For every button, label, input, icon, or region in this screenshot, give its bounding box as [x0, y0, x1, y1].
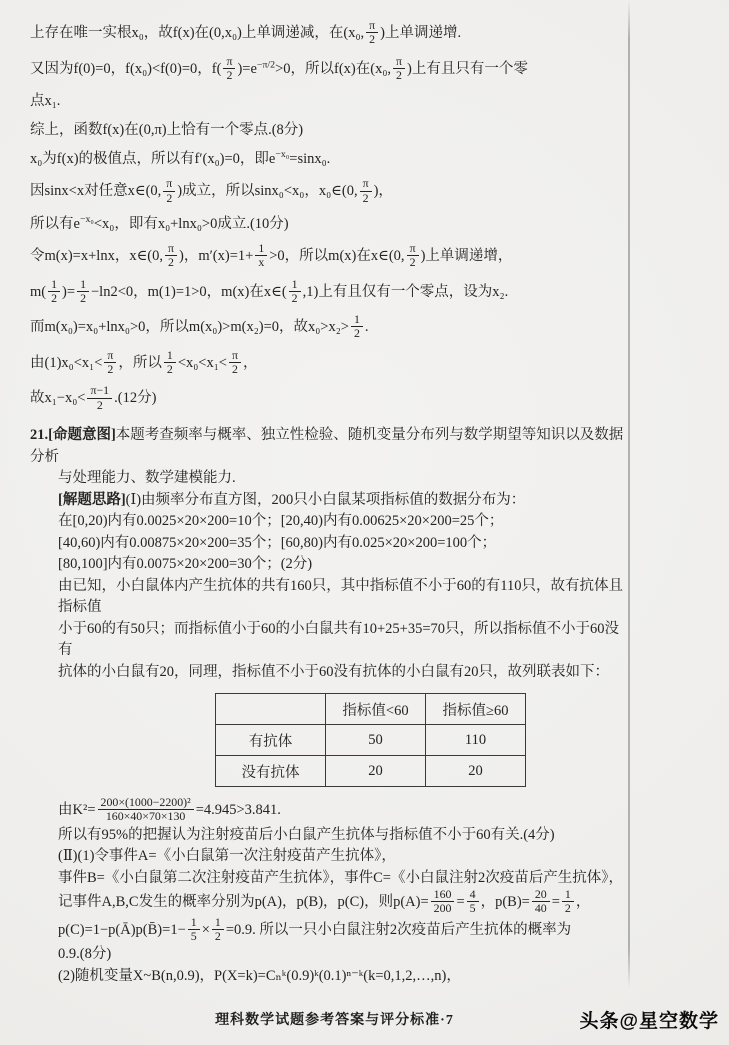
method-text: (Ⅰ)由频率分布直方图，200只小白鼠某项指标值的数据分布为： [125, 491, 526, 508]
intent-text: 本题考查频率与概率、独立性检验、随机变量分布列与数学期望等知识以及数据分析 [30, 427, 624, 465]
table-value-cell: 50 [326, 725, 426, 756]
solution-line: 令m(x)=x+lnx，x∈(0, $\frac{\pi}{2}$ )，m′(x)=1+ $\frac{1}{x}$ >0，所以m(x)在x∈(0, $\frac{\pi}{2}$ )上单调递增， [30, 240, 513, 270]
solution-line: 故x₁−x₀< $\frac{\pi-1}{2}$ .(12分) [30, 383, 157, 412]
intent-label: [命题意图] [48, 427, 116, 443]
method-label: [解题思路] [58, 491, 126, 508]
table-row-label: 没有抗体 [216, 756, 326, 787]
problem-number: 21. [30, 427, 49, 443]
table-value-cell: 20 [426, 756, 526, 787]
solution-line: (Ⅱ)(1)令事件A=《小白鼠第一次注射疫苗产生抗体》， [58, 848, 396, 865]
solution-line: 而m(x₀)=x₀+lnx₀>0，所以m(x₀)>m(x₂)=0，故x₀>x₂> $\frac{1}{2}$ . [30, 312, 369, 341]
table-header-row [216, 694, 526, 725]
solution-line: 小于60的有50只；而指标值小于60的小白鼠共有10+25+35=70只，所以指标值不小于60没有 [58, 620, 620, 658]
solution-line: 又因为f(0)=0，f(x₀)<f(0)=0，f( $\frac{\pi}{2}$ )$=e^{-\pi/2}>0$，所以f(x)在(x₀, $\frac{\pi}{2}$ )上有且只有一个零 [30, 53, 528, 82]
solution-line: 事件B=《小白鼠第二次注射疫苗产生抗体》，事件C=《小白鼠注射2次疫苗后产生抗体》， [58, 869, 623, 886]
solution-line: 抗体的小白鼠有20，同理，指标值不小于60没有抗体的小白鼠有20只，故列联表如下： [58, 663, 609, 680]
solution-line: 由K²= $\frac{\text{200×(1000−2200)²}}{160\times 40\times 70\times 130}$ =4.945>3.841. [58, 795, 281, 824]
solution-line: [40,60)内有0.00875×20×200=35个；[60,80)内有0.025×20×200=100个； [58, 534, 497, 551]
intent-text-continued: 与处理能力、数学建模能力. [58, 470, 236, 486]
table-row-label: 有抗体 [216, 725, 326, 756]
solution-line: 因sinx<x对任意x∈(0, $\frac{\pi}{2}$ )成立，所以sinx₀<x₀，x₀∈(0, $\frac{\pi}{2}$ )， [30, 176, 393, 205]
solution-line: 点x₁. [30, 93, 61, 110]
solution-line: 记事件A,B,C发生的概率分别为p(A)，p(B)，p(C)，则p(A)= $\frac{160}{200}$ = $\frac{4}{5}$ ，p(B)= $\frac{20}{40}$ = $\frac{1}{2}$ ， [58, 887, 591, 916]
solution-line: 0.9.(8分) [58, 946, 112, 963]
document-content [30, 20, 630, 987]
solution-line: 由已知，小白鼠体内产生抗体的共有160只，其中指标值不小于60的有110只，故有抗体且指标值 [58, 577, 623, 615]
page-footer: 理科数学试题参考答案与评分标准·7 [215, 1013, 454, 1028]
solution-line: 综上，函数f(x)在(0,π)上恰有一个零点.(8分) [30, 122, 304, 139]
solution-line: x₀为f(x)的极值点，所以有f′(x₀)=0，即$e^{-x_0}=\sin x_0$. [30, 149, 331, 168]
solution-line: 由(1)x₀<x₁< $\frac{\pi}{2}$ ，所以 $\frac{1}{2}$ <x₀<x₁< $\frac{\pi}{2}$ ， [30, 347, 258, 377]
table-value-cell: 110 [426, 725, 526, 756]
scan-fold-line [628, 0, 630, 988]
table-header-cell: 指标值≥60 [426, 694, 526, 725]
problem-20-solution [30, 20, 630, 413]
solution-line: 所以有$e^{-x_0}<x_0$，即有x₀+lnx₀>0成立.(10分) [30, 214, 289, 232]
table-value-cell: 20 [326, 756, 426, 787]
solution-line: 上存在唯一实根x₀，故f(x)在(0,x₀)上单调递减，在(x₀, $\frac{\pi}{2}$ )上单调递增. [30, 18, 462, 47]
watermark-text: 头条@星空数学 [579, 1011, 719, 1032]
solution-line: [80,100]内有0.0075×20×200=30个；(2分) [58, 556, 313, 572]
method-line [58, 490, 630, 512]
solution-line: p(C)=1−p(Ā)p(B̄)=1− $\frac{1}{5}$ × $\frac{1}{2}$ =0.9. 所以一只小白鼠注射2次疫苗后产生抗体的概率为 [58, 914, 572, 944]
solution-line: (2)随机变量X~B(n,0.9)，P(X=k)=Cₙᵏ(0.9)ᵏ(0.1)ⁿ⁻ᵏ(k=0,1,2,…,n)， [58, 967, 461, 984]
table-corner-cell [216, 694, 326, 725]
table-row [216, 756, 526, 787]
table-header-cell: 指标值<60 [326, 694, 426, 725]
problem-21-solution [30, 425, 630, 987]
intent-line [30, 425, 630, 468]
table-row [216, 725, 526, 756]
contingency-table [215, 693, 526, 787]
solution-line: m( $\frac{1}{2}$ )= $\frac{1}{2}$ −ln2<0，m(1)=1>0，m(x)在x∈( $\frac{1}{2}$ ,1)上有且仅有一个零点，设为x₂. [30, 276, 509, 305]
solution-line: 所以有95%的把握认为注射疫苗后小白鼠产生抗体与指标值不小于60有关.(4分) [58, 826, 555, 843]
solution-line: 在[0,20)内有0.0025×20×200=10个；[20,40)内有0.00625×20×200=25个； [58, 513, 504, 529]
